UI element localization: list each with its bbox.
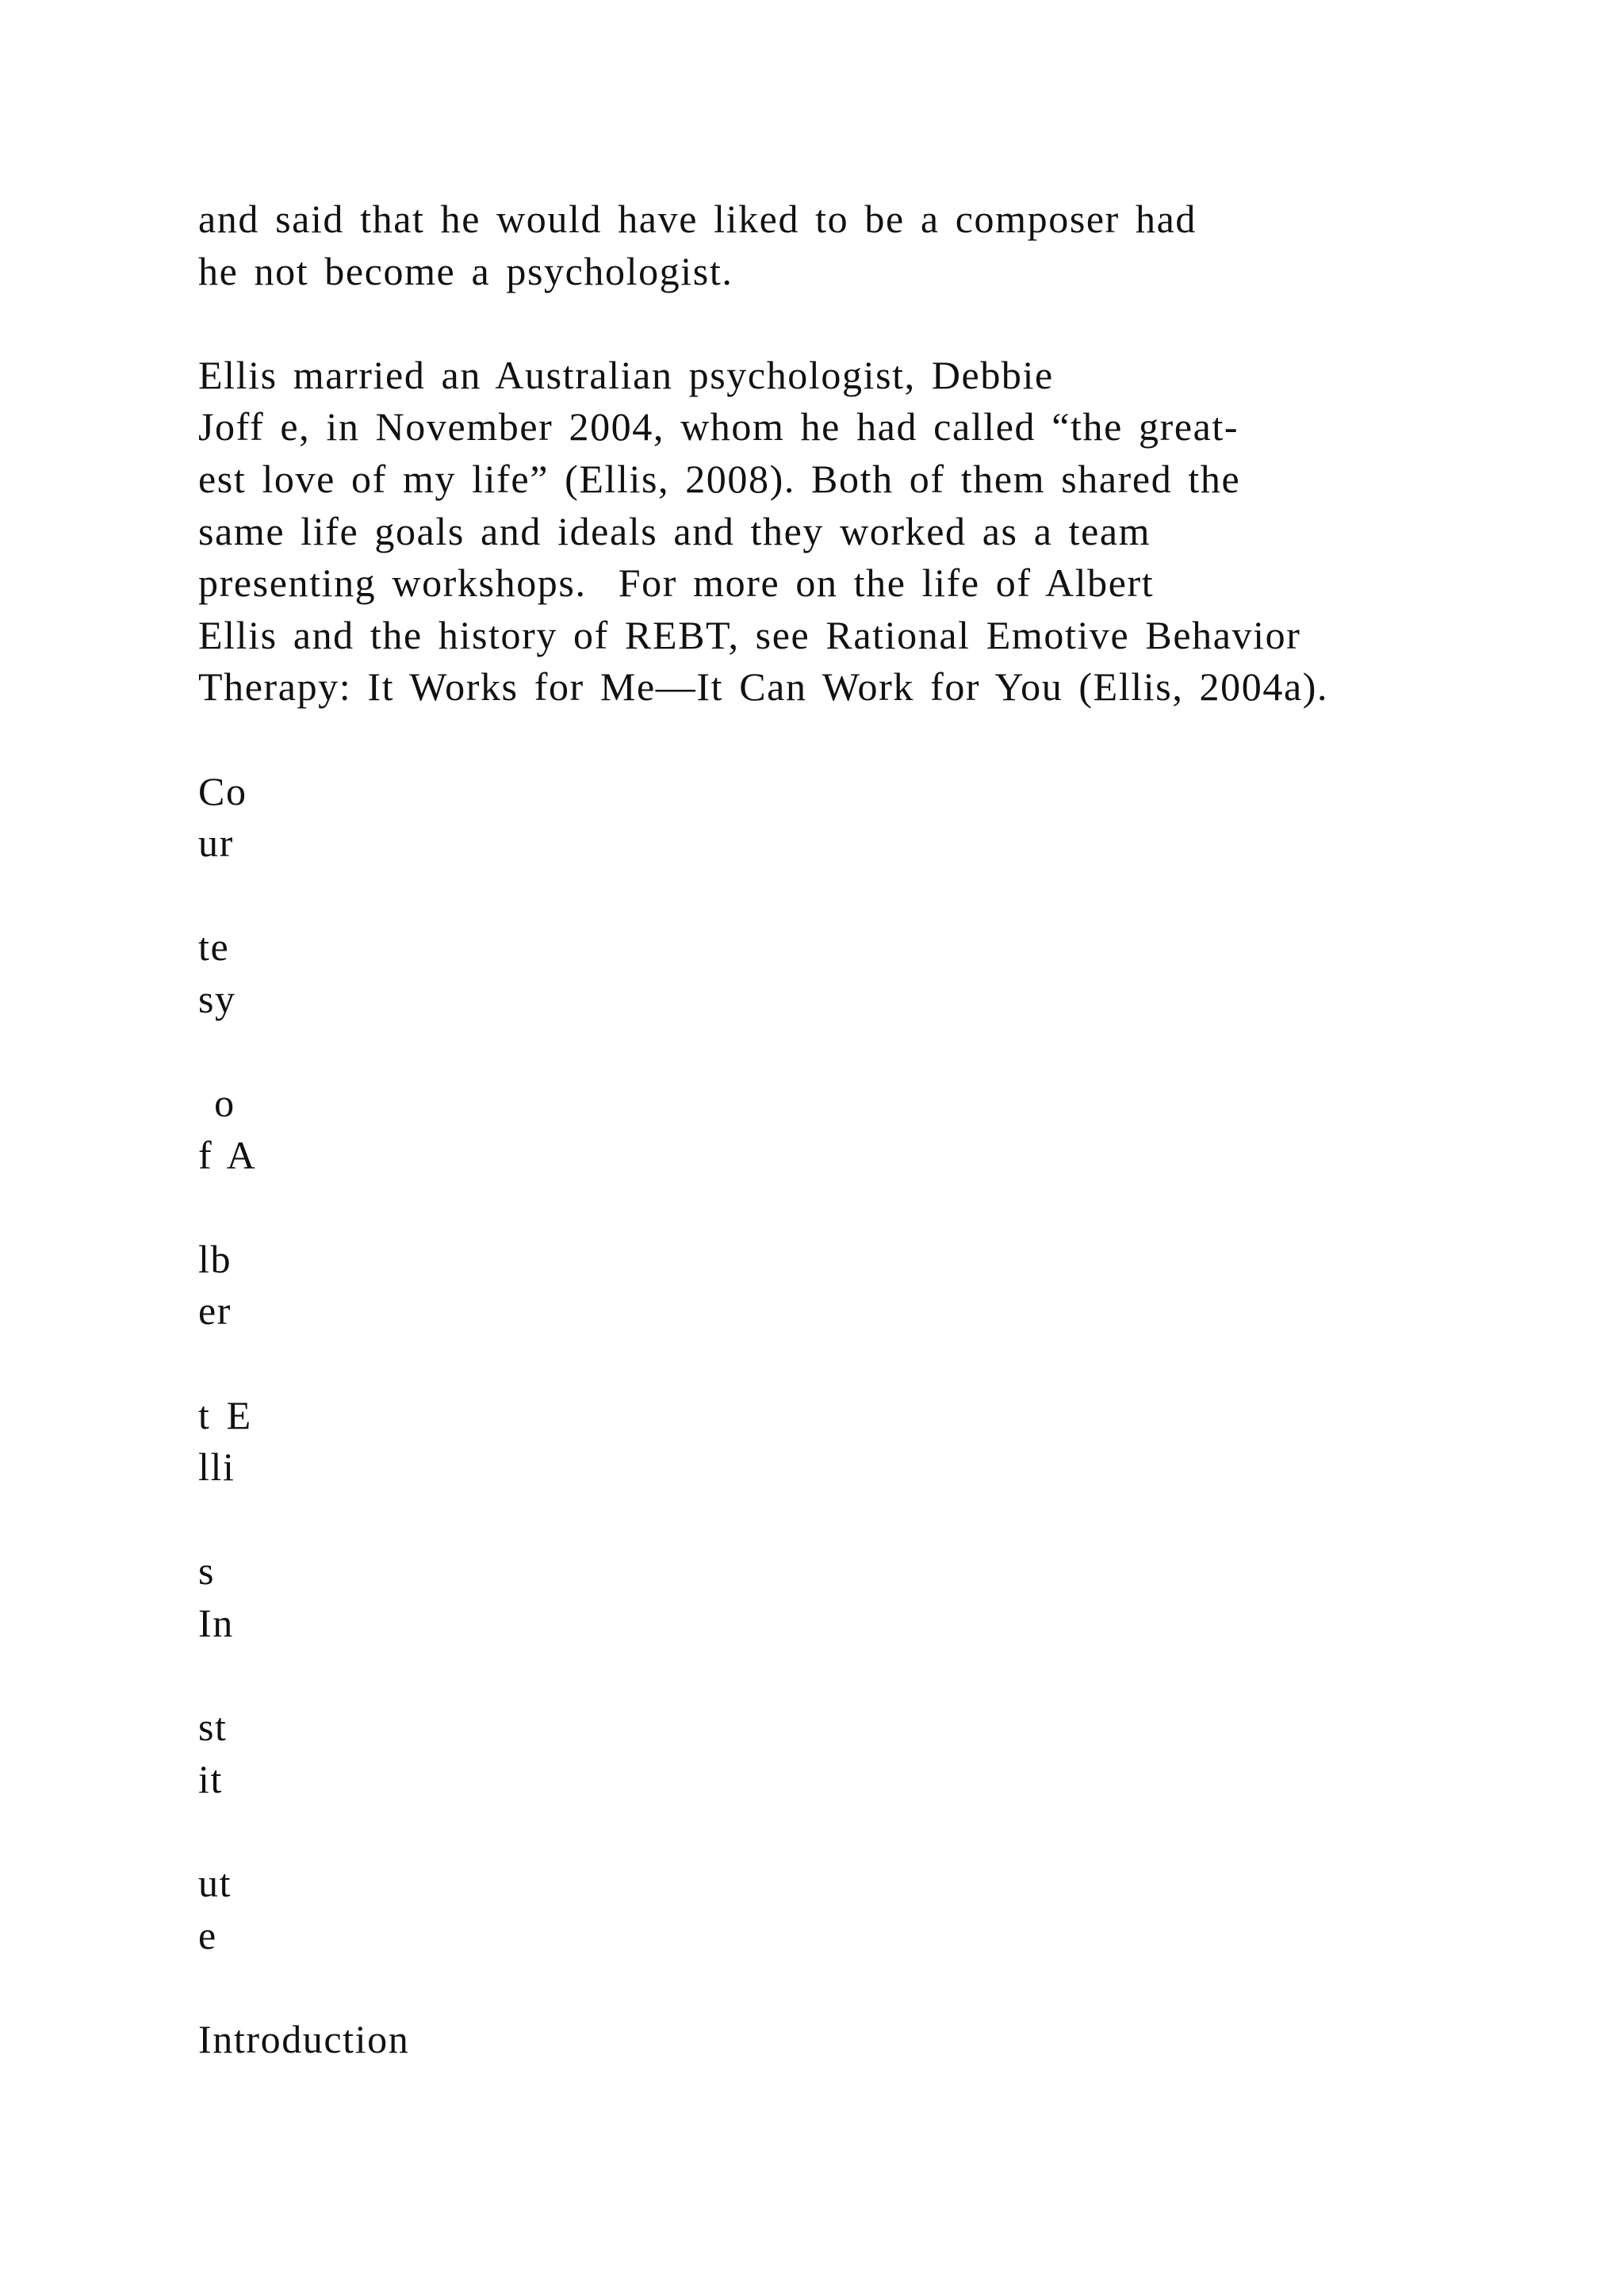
paragraph-marriage (198, 350, 1546, 714)
credit-fragment: ut (198, 1861, 232, 1905)
text-line: Ellis and the history of REBT, see Rational Emotive Behavior (198, 612, 1301, 657)
credit-fragment: o (198, 1081, 236, 1126)
credit-fragment: sy (198, 976, 236, 1021)
credit-fragment: s (198, 1548, 216, 1594)
text-line: Joff e, in November 2004, whom he had called “the great- (198, 404, 1239, 450)
fragment-gap (198, 1181, 1546, 1234)
credit-fragment: Co (198, 768, 247, 813)
credit-fragment: te (198, 924, 230, 970)
credit-fragment: f A (198, 1132, 257, 1177)
credit-fragment: it (198, 1756, 223, 1801)
fragment-gap (198, 1650, 1546, 1702)
credit-fragment: e (198, 1912, 217, 1957)
fragment-gap (198, 1026, 1546, 1078)
text-line: est love of my life” (Ellis, 2008). Both of them shared the (198, 456, 1241, 501)
credit-fragment: ur (198, 821, 234, 866)
text-line: Therapy: It Works for Me—It Can Work for You (Ellis, 2004a). (198, 664, 1329, 710)
fragment-gap (198, 870, 1546, 922)
fragment-gap (198, 1494, 1546, 1546)
fragment-gap (198, 1337, 1546, 1390)
credit-fragment: lli (198, 1445, 236, 1490)
text-line: and said that he would have liked to be a composer had (198, 197, 1197, 241)
paragraph-gap (198, 714, 1546, 766)
section-heading: Introduction (198, 2016, 410, 2061)
paragraph-gap (198, 297, 1546, 350)
paragraph-composer (198, 193, 1546, 297)
fragment-gap (198, 1805, 1546, 1858)
text-line: presenting workshops. For more on the life of Albert (198, 561, 1155, 606)
paragraph-gap (198, 1961, 1546, 2014)
photo-credit-fragments (198, 766, 1546, 1962)
text-line: Ellis married an Australian psychologist, Debbie (198, 352, 1054, 397)
credit-fragment: lb (198, 1236, 232, 1281)
text-line: he not become a psychologist. (198, 248, 733, 293)
credit-fragment: st (198, 1705, 228, 1750)
document-text (198, 193, 1546, 2065)
text-line: same life goals and ideals and they worked as a team (198, 508, 1151, 553)
credit-fragment: In (198, 1601, 234, 1646)
credit-fragment: t E (198, 1392, 252, 1437)
credit-fragment: er (198, 1288, 232, 1334)
